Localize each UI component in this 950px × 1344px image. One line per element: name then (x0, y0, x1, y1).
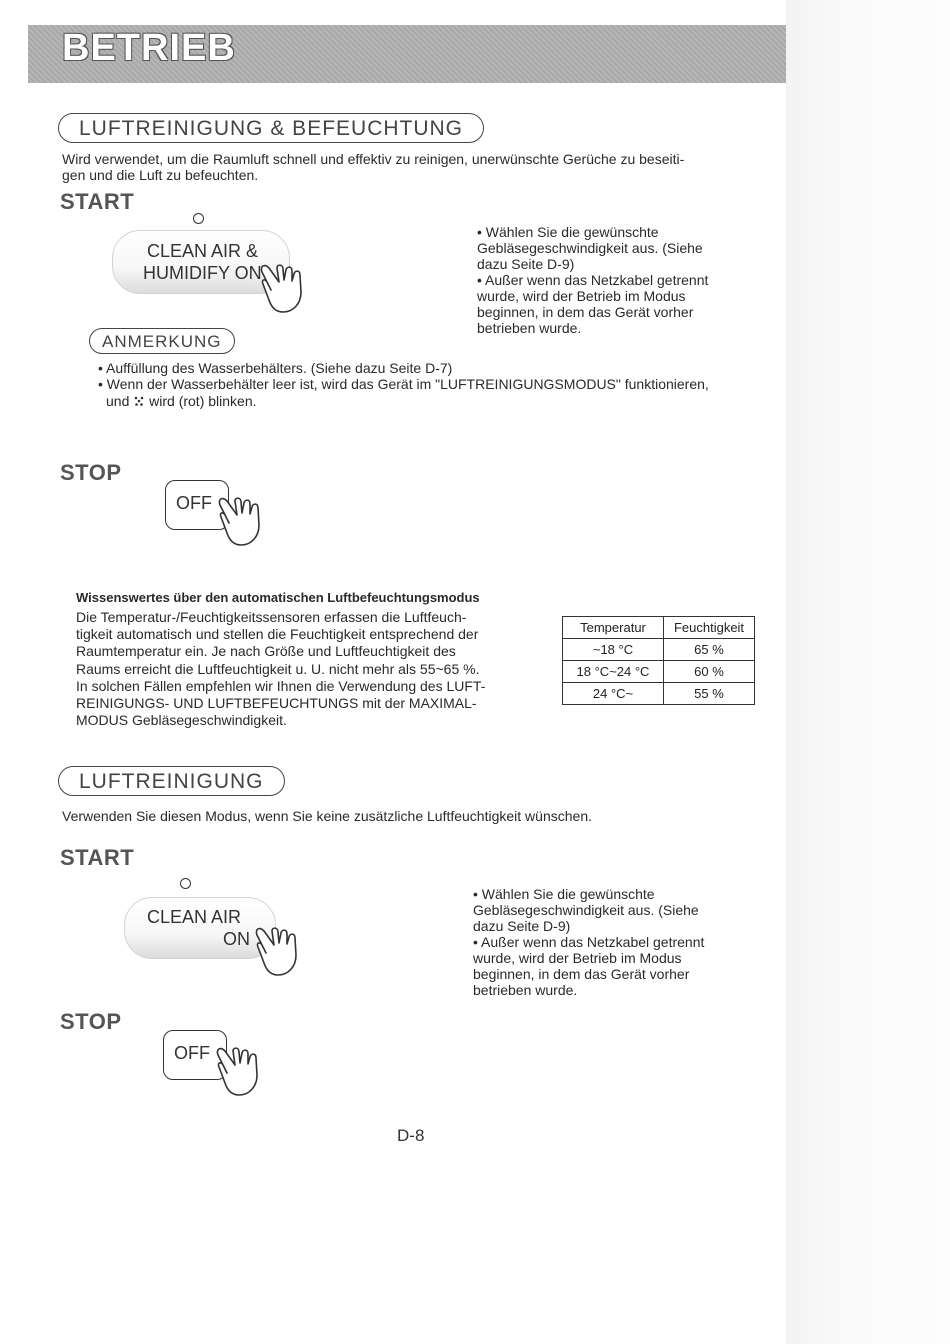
note-bullet-1: • Auffüllung des Wasserbehälters. (Siehe dazu Seite D-7) (98, 360, 453, 376)
page-number: D-8 (397, 1126, 425, 1145)
section1-bullet-2: • Außer wenn das Netzkabel getrennt wurde, wird der Betrieb im Modus beginnen, in dem das Gerät vorher betrieben wurde. (477, 272, 709, 336)
water-drops-icon (133, 395, 145, 407)
section1-bullet-1-text: Wählen Sie die gewünschte Gebläsegeschwindigkeit aus. (Siehe dazu Seite D-9) (477, 224, 703, 272)
section-title-clean-air: LUFTREINIGUNG (58, 766, 285, 796)
pointing-hand-icon (213, 1043, 273, 1099)
info-title: Wissenswertes über den automatischen Luftbefeuchtungsmodus (76, 590, 480, 605)
temperature-humidity-table (562, 616, 755, 705)
table-header-cell: Feuchtigkeit (664, 617, 755, 639)
button-label-line2: HUMIDIFY ON (143, 263, 262, 283)
button-label-line2: ON (223, 929, 250, 949)
table-row (563, 683, 755, 705)
note-text-blink: wird (rot) blinken. (149, 393, 257, 409)
section2-intro: Verwenden Sie diesen Modus, wenn Sie keine zusätzliche Luftfeuchtigkeit wünschen. (62, 808, 592, 824)
table-cell: 65 % (664, 639, 755, 661)
table-cell: 60 % (664, 661, 755, 683)
indicator-lamp-icon (180, 878, 191, 889)
table-header-row (563, 617, 755, 639)
note-label: ANMERKUNG (89, 328, 235, 354)
button-label-line1: CLEAN AIR & (147, 241, 259, 261)
section2-bullet-2-text: Außer wenn das Netzkabel getrennt wurde, wird der Betrieb im Modus beginnen, in dem das Gerät vorher betrieben wurde. (473, 934, 705, 998)
note-bullet-2: • Wenn der Wasserbehälter leer ist, wird das Gerät im "LUFTREINIGUNGSMODUS" funktionieren, (98, 376, 709, 392)
section2-stop-heading: STOP (60, 1009, 122, 1034)
section2-bullet-1-text: Wählen Sie die gewünschte Gebläsegeschwindigkeit aus. (Siehe dazu Seite D-9) (473, 886, 699, 934)
table-row (563, 661, 755, 683)
section-title-clean-humidify: LUFTREINIGUNG & BEFEUCHTUNG (58, 113, 484, 143)
table-header-cell: Temperatur (563, 617, 664, 639)
note-bullet-2-text: Wenn der Wasserbehälter leer ist, wird das Gerät im "LUFTREINIGUNGSMODUS" funktionieren, (106, 376, 709, 392)
page-title: BETRIEB (62, 27, 236, 69)
note-text-and: und (106, 393, 130, 409)
note-bullet-2-cont (106, 393, 257, 409)
table-cell: 18 °C~24 °C (563, 661, 664, 683)
table-cell: 55 % (664, 683, 755, 705)
section2-start-heading: START (60, 845, 135, 870)
info-body: Die Temperatur-/Feuchtigkeitssensoren erfassen die Luftfeuch- tigkeit automatisch und stellen die Feuchtigkeit entsprechend der Raumtemperatur ein. Je nach Größe und Luftfeuchtigkeit des Raums erreicht die Luftfeuchtigkeit u. U. nicht mehr als 55~65 %. In solchen Fällen empfehlen wir Ihnen die Verwendung des LUFT- REINIGUNGS- UND LUFTBEFEUCHTUNGS mit der MAXIMAL- MODUS Gebläsegeschwindigkeit. (76, 609, 486, 729)
section1-intro: Wird verwendet, um die Raumluft schnell und effektiv zu reinigen, unerwünschte Gerüche zu beseiti- gen und die Luft zu befeuchten. (62, 151, 685, 183)
section1-stop-heading: STOP (60, 460, 122, 485)
off-button-label: OFF (176, 493, 212, 513)
section1-bullet-2-text: Außer wenn das Netzkabel getrennt wurde, wird der Betrieb im Modus beginnen, in dem das Gerät vorher betrieben wurde. (477, 272, 709, 336)
section1-start-heading: START (60, 189, 135, 214)
button-label-line1: CLEAN AIR (147, 907, 242, 927)
section2-bullet-2: • Außer wenn das Netzkabel getrennt wurde, wird der Betrieb im Modus beginnen, in dem das Gerät vorher betrieben wurde. (473, 934, 705, 998)
off-button-label: OFF (174, 1043, 210, 1063)
page-edge-shade (786, 0, 950, 1344)
pointing-hand-icon (252, 923, 312, 979)
section1-bullet-1: • Wählen Sie die gewünschte Gebläsegeschwindigkeit aus. (Siehe dazu Seite D-9) (477, 224, 703, 272)
header-banner (28, 25, 786, 83)
note-bullet-1-text: Auffüllung des Wasserbehälters. (Siehe dazu Seite D-7) (106, 360, 453, 376)
pointing-hand-icon (215, 493, 275, 549)
table-row (563, 639, 755, 661)
table-cell: 24 °C~ (563, 683, 664, 705)
indicator-lamp-icon (193, 213, 204, 224)
pointing-hand-icon (257, 260, 317, 316)
table-cell: ~18 °C (563, 639, 664, 661)
section2-bullet-1: • Wählen Sie die gewünschte Gebläsegeschwindigkeit aus. (Siehe dazu Seite D-9) (473, 886, 699, 934)
